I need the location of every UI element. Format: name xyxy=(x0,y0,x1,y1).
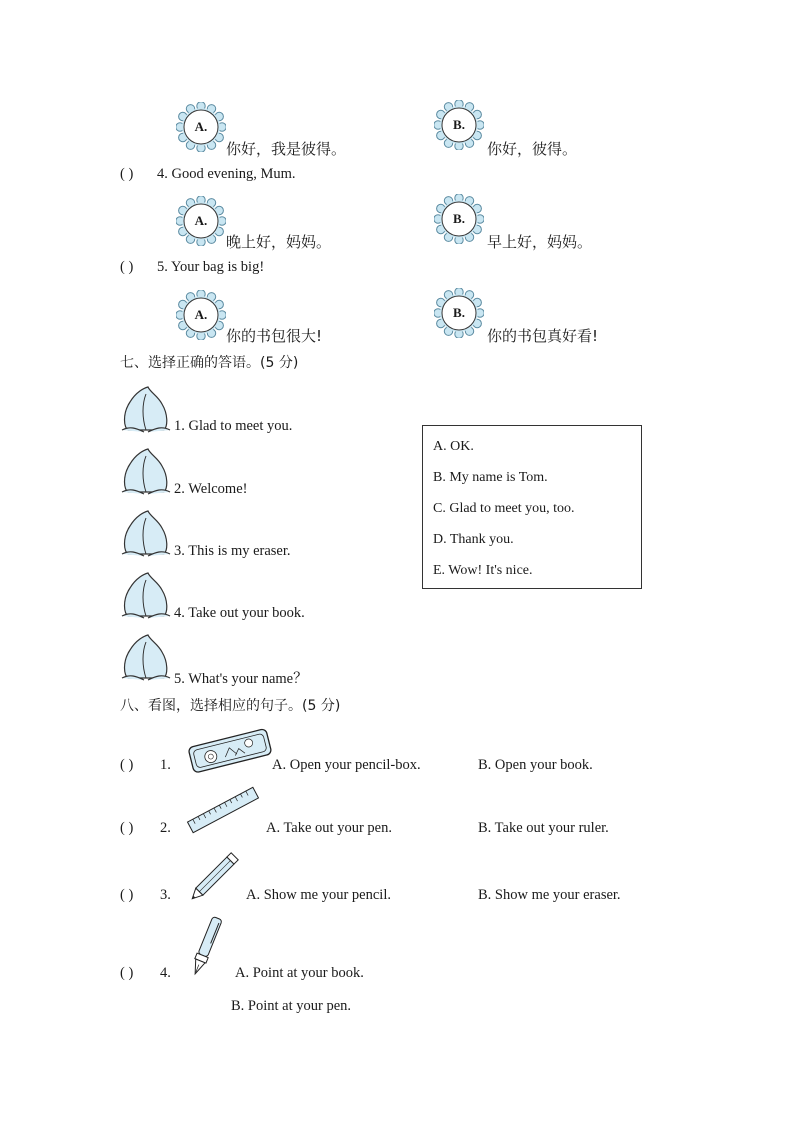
question-4-text: 4. Good evening, Mum. xyxy=(157,166,296,182)
option-b-badge xyxy=(434,194,484,244)
s8-item-number: 4. xyxy=(160,965,171,981)
option-label: B. xyxy=(453,211,465,226)
s8-item-3-option-a: A. Show me your pencil. xyxy=(246,887,391,903)
peach-icon[interactable] xyxy=(120,508,172,560)
answer-blank[interactable]: ( ) xyxy=(120,166,134,182)
pencil-icon xyxy=(186,844,248,904)
option-label: B. xyxy=(453,117,465,132)
s7-item-5: 5. What's your name？ xyxy=(174,671,308,687)
option-label: A. xyxy=(194,213,208,228)
option-b-badge xyxy=(434,100,484,150)
pencil-box-icon xyxy=(184,726,274,776)
answer-options-box xyxy=(422,425,642,589)
q4-option-b-text: 早上好，妈妈。 xyxy=(487,233,593,251)
answer-option: D. Thank you. xyxy=(433,532,514,547)
peach-icon[interactable] xyxy=(120,384,172,436)
option-label: A. xyxy=(194,307,208,322)
s8-item-3-option-b: B. Show me your eraser. xyxy=(478,887,621,903)
answer-blank[interactable]: ( ) xyxy=(120,965,134,981)
s7-item-1: 1. Glad to meet you. xyxy=(174,418,293,434)
s8-item-number: 1. xyxy=(160,757,171,773)
q3-option-a-text: 你好，我是彼得。 xyxy=(226,140,347,158)
s7-item-2: 2. Welcome! xyxy=(174,481,248,497)
section-8-title: 八、看图，选择相应的句子。(5 分) xyxy=(120,698,341,714)
peach-icon[interactable] xyxy=(120,446,172,498)
section-7-title: 七、选择正确的答语。(5 分) xyxy=(120,355,299,371)
peach-icon[interactable] xyxy=(120,570,172,622)
option-a-badge xyxy=(176,196,226,246)
option-a-badge xyxy=(176,102,226,152)
q5-option-a-text: 你的书包很大! xyxy=(226,327,323,345)
s8-item-number: 2. xyxy=(160,820,171,836)
fountain-pen-icon xyxy=(182,912,230,982)
answer-blank[interactable]: ( ) xyxy=(120,820,134,836)
s8-item-2-option-b: B. Take out your ruler. xyxy=(478,820,609,836)
answer-option: A. OK. xyxy=(433,439,474,454)
option-a-badge xyxy=(176,290,226,340)
q3-option-b-text: 你好，彼得。 xyxy=(487,140,578,158)
s8-item-4-option-b: B. Point at your pen. xyxy=(231,998,352,1014)
answer-blank[interactable]: ( ) xyxy=(120,259,134,275)
option-label: B. xyxy=(453,305,465,320)
s7-item-3: 3. This is my eraser. xyxy=(174,543,291,559)
answer-option: E. Wow! It's nice. xyxy=(433,563,533,578)
peach-icon[interactable] xyxy=(120,632,172,684)
s8-item-1-option-a: A. Open your pencil-box. xyxy=(272,757,421,773)
s8-item-1-option-b: B. Open your book. xyxy=(478,757,593,773)
option-label: A. xyxy=(194,119,208,134)
ruler-icon xyxy=(184,784,262,836)
answer-blank[interactable]: ( ) xyxy=(120,757,134,773)
q4-option-a-text: 晚上好，妈妈。 xyxy=(226,233,332,251)
s8-item-number: 3. xyxy=(160,887,171,903)
s7-item-4: 4. Take out your book. xyxy=(174,605,305,621)
question-5-text: 5. Your bag is big! xyxy=(157,259,265,275)
s8-item-2-option-a: A. Take out your pen. xyxy=(266,820,392,836)
answer-option: B. My name is Tom. xyxy=(433,470,548,485)
answer-blank[interactable]: ( ) xyxy=(120,887,134,903)
answer-option: C. Glad to meet you, too. xyxy=(433,501,575,516)
option-b-badge xyxy=(434,288,484,338)
q5-option-b-text: 你的书包真好看! xyxy=(487,327,599,345)
s8-item-4-option-a: A. Point at your book. xyxy=(235,965,364,981)
